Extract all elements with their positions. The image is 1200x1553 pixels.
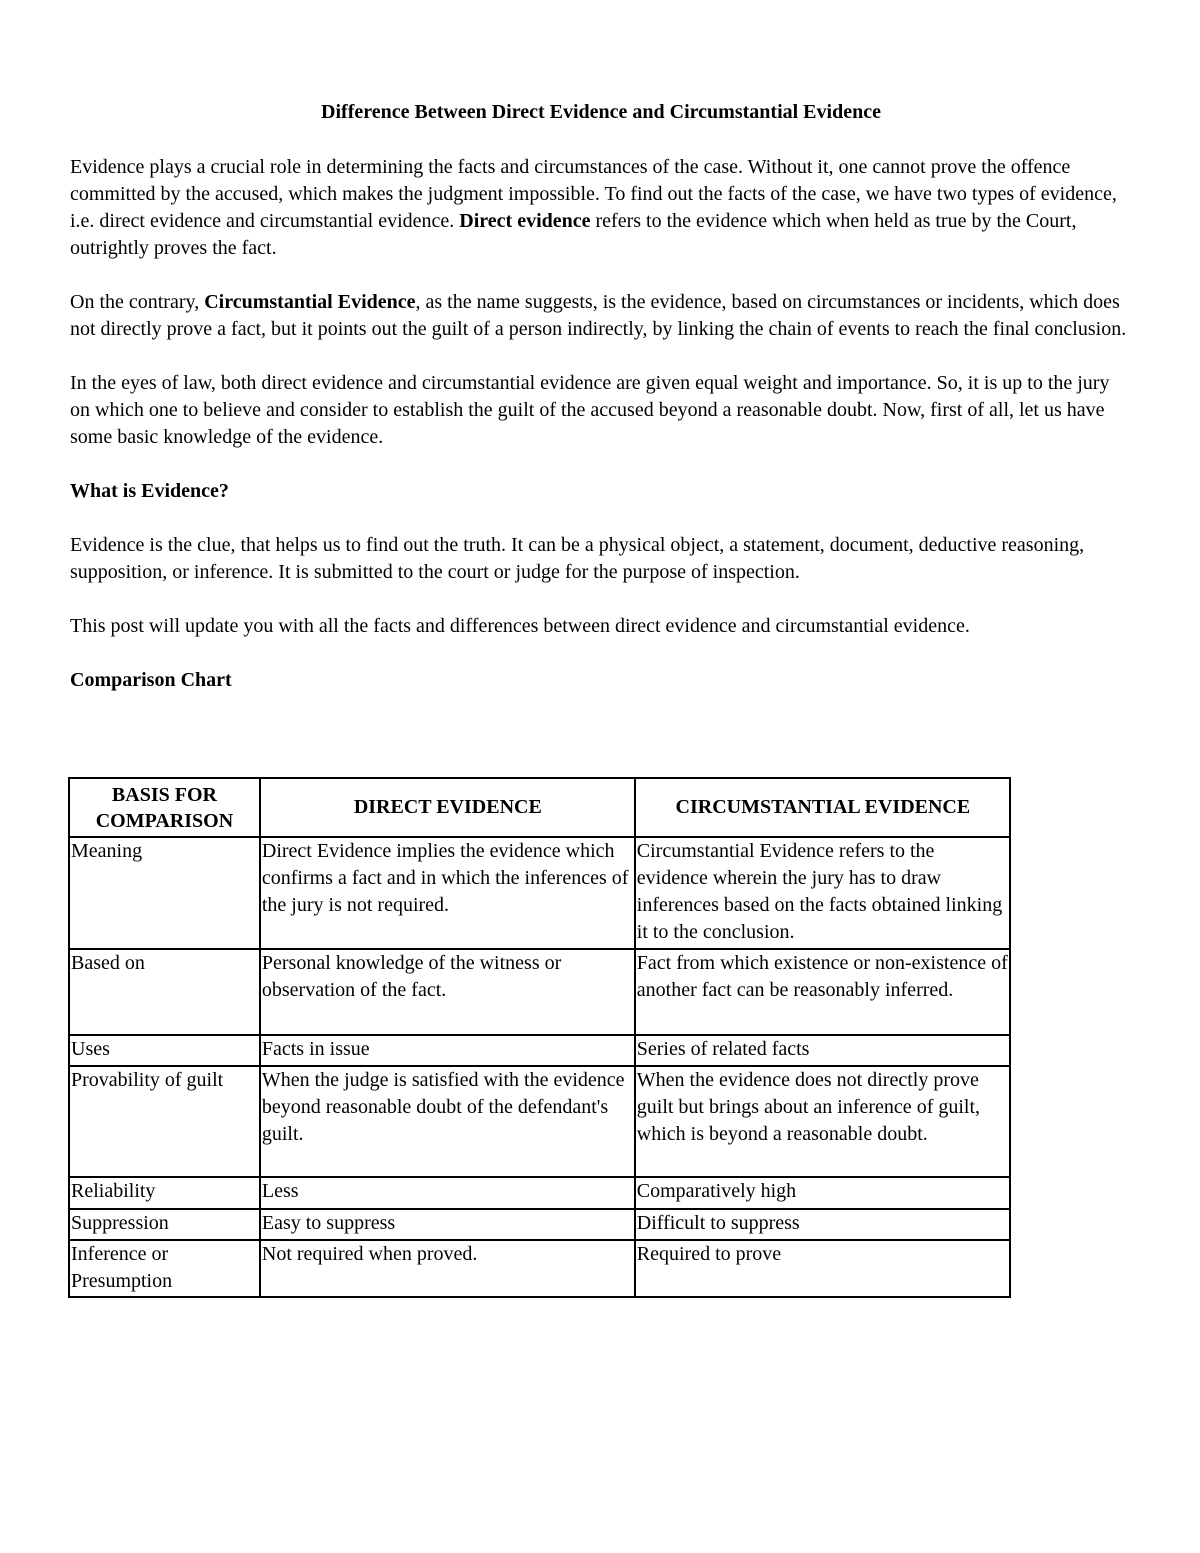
table-header-row — [69, 778, 1010, 837]
bold-term: Circumstantial Evidence — [204, 291, 416, 313]
cell: Meaning — [69, 837, 260, 949]
intro-paragraph — [70, 154, 1132, 262]
cell: Series of related facts — [635, 1035, 1010, 1066]
law-paragraph: In the eyes of law, both direct evidence and circumstantial evidence are given equal weight and importance. So, it is up to the jury on which one to believe and consider to establish the guilt of the accused beyond a reasonable doubt. Now, first of all, let us have some basic knowledge of the evidence. — [70, 372, 1110, 448]
cell: Fact from which existence or non-existence of another fact can be reasonably inferred. — [635, 949, 1010, 1035]
cell: Facts in issue — [260, 1035, 635, 1066]
cell: Uses — [69, 1035, 260, 1066]
text: refers to the evidence which when held as true by the Court, outrightly proves the fact. — [70, 210, 1077, 259]
cell: Not required when proved. — [260, 1240, 635, 1297]
comparison-table — [68, 777, 1011, 1298]
table-row — [69, 1209, 1010, 1240]
document-body — [70, 98, 1132, 721]
post-paragraph: This post will update you with all the facts and differences between direct evidence and circumstantial evidence. — [70, 615, 970, 637]
comparison-chart-heading: Comparison Chart — [70, 669, 232, 691]
what-is-evidence-heading: What is Evidence? — [70, 480, 229, 502]
text: , as the name suggests, is the evidence, based on circumstances or incidents, which does not directly prove a fact, but it points out the guilt of a person indirectly, by linking the chain of events to reach the final conclusion. — [70, 291, 1127, 340]
text: On the contrary, — [70, 291, 205, 313]
bold-term: Direct evidence — [459, 210, 591, 232]
cell: Reliability — [69, 1177, 260, 1209]
table-row — [69, 1240, 1010, 1297]
cell: Required to prove — [635, 1240, 1010, 1297]
header-direct: DIRECT EVIDENCE — [260, 778, 635, 837]
cell: Direct Evidence implies the evidence which confirms a fact and in which the inferences of the jury is not required. — [260, 837, 635, 949]
cell: Inference or Presumption — [69, 1240, 260, 1297]
table-row — [69, 949, 1010, 1035]
table-row — [69, 1066, 1010, 1177]
cell: When the judge is satisfied with the evidence beyond reasonable doubt of the defendant's guilt. — [260, 1066, 635, 1177]
evidence-paragraph: Evidence is the clue, that helps us to find out the truth. It can be a physical object, a statement, document, deductive reasoning, supposition, or inference. It is submitted to the court or judge for the purpose of inspection. — [70, 534, 1085, 583]
cell: Personal knowledge of the witness or observation of the fact. — [260, 949, 635, 1035]
cell: Comparatively high — [635, 1177, 1010, 1209]
document-title: Difference Between Direct Evidence and Circumstantial Evidence — [321, 101, 881, 123]
cell: Easy to suppress — [260, 1209, 635, 1240]
cell: Provability of guilt — [69, 1066, 260, 1177]
table-row — [69, 1177, 1010, 1209]
cell: Difficult to suppress — [635, 1209, 1010, 1240]
cell: Less — [260, 1177, 635, 1209]
cell: Based on — [69, 949, 260, 1035]
table-row — [69, 1035, 1010, 1066]
header-circumstantial: CIRCUMSTANTIAL EVIDENCE — [635, 778, 1010, 837]
cell: Circumstantial Evidence refers to the evidence wherein the jury has to draw inferences based on the facts obtained linking it to the conclusion. — [635, 837, 1010, 949]
header-basis: BASIS FOR COMPARISON — [69, 778, 260, 837]
cell: When the evidence does not directly prove guilt but brings about an inference of guilt, which is beyond a reasonable doubt. — [635, 1066, 1010, 1177]
text: Evidence plays a crucial role in determining the facts and circumstances of the case. Without it, one cannot prove the offence committed by the accused, which makes the judgment impossible. To find out the facts of the case, we have two types of evidence, i.e. direct evidence and circumstantial evidence. — [70, 156, 1117, 232]
cell: Suppression — [69, 1209, 260, 1240]
table-row — [69, 837, 1010, 949]
contrary-paragraph — [70, 289, 1132, 343]
